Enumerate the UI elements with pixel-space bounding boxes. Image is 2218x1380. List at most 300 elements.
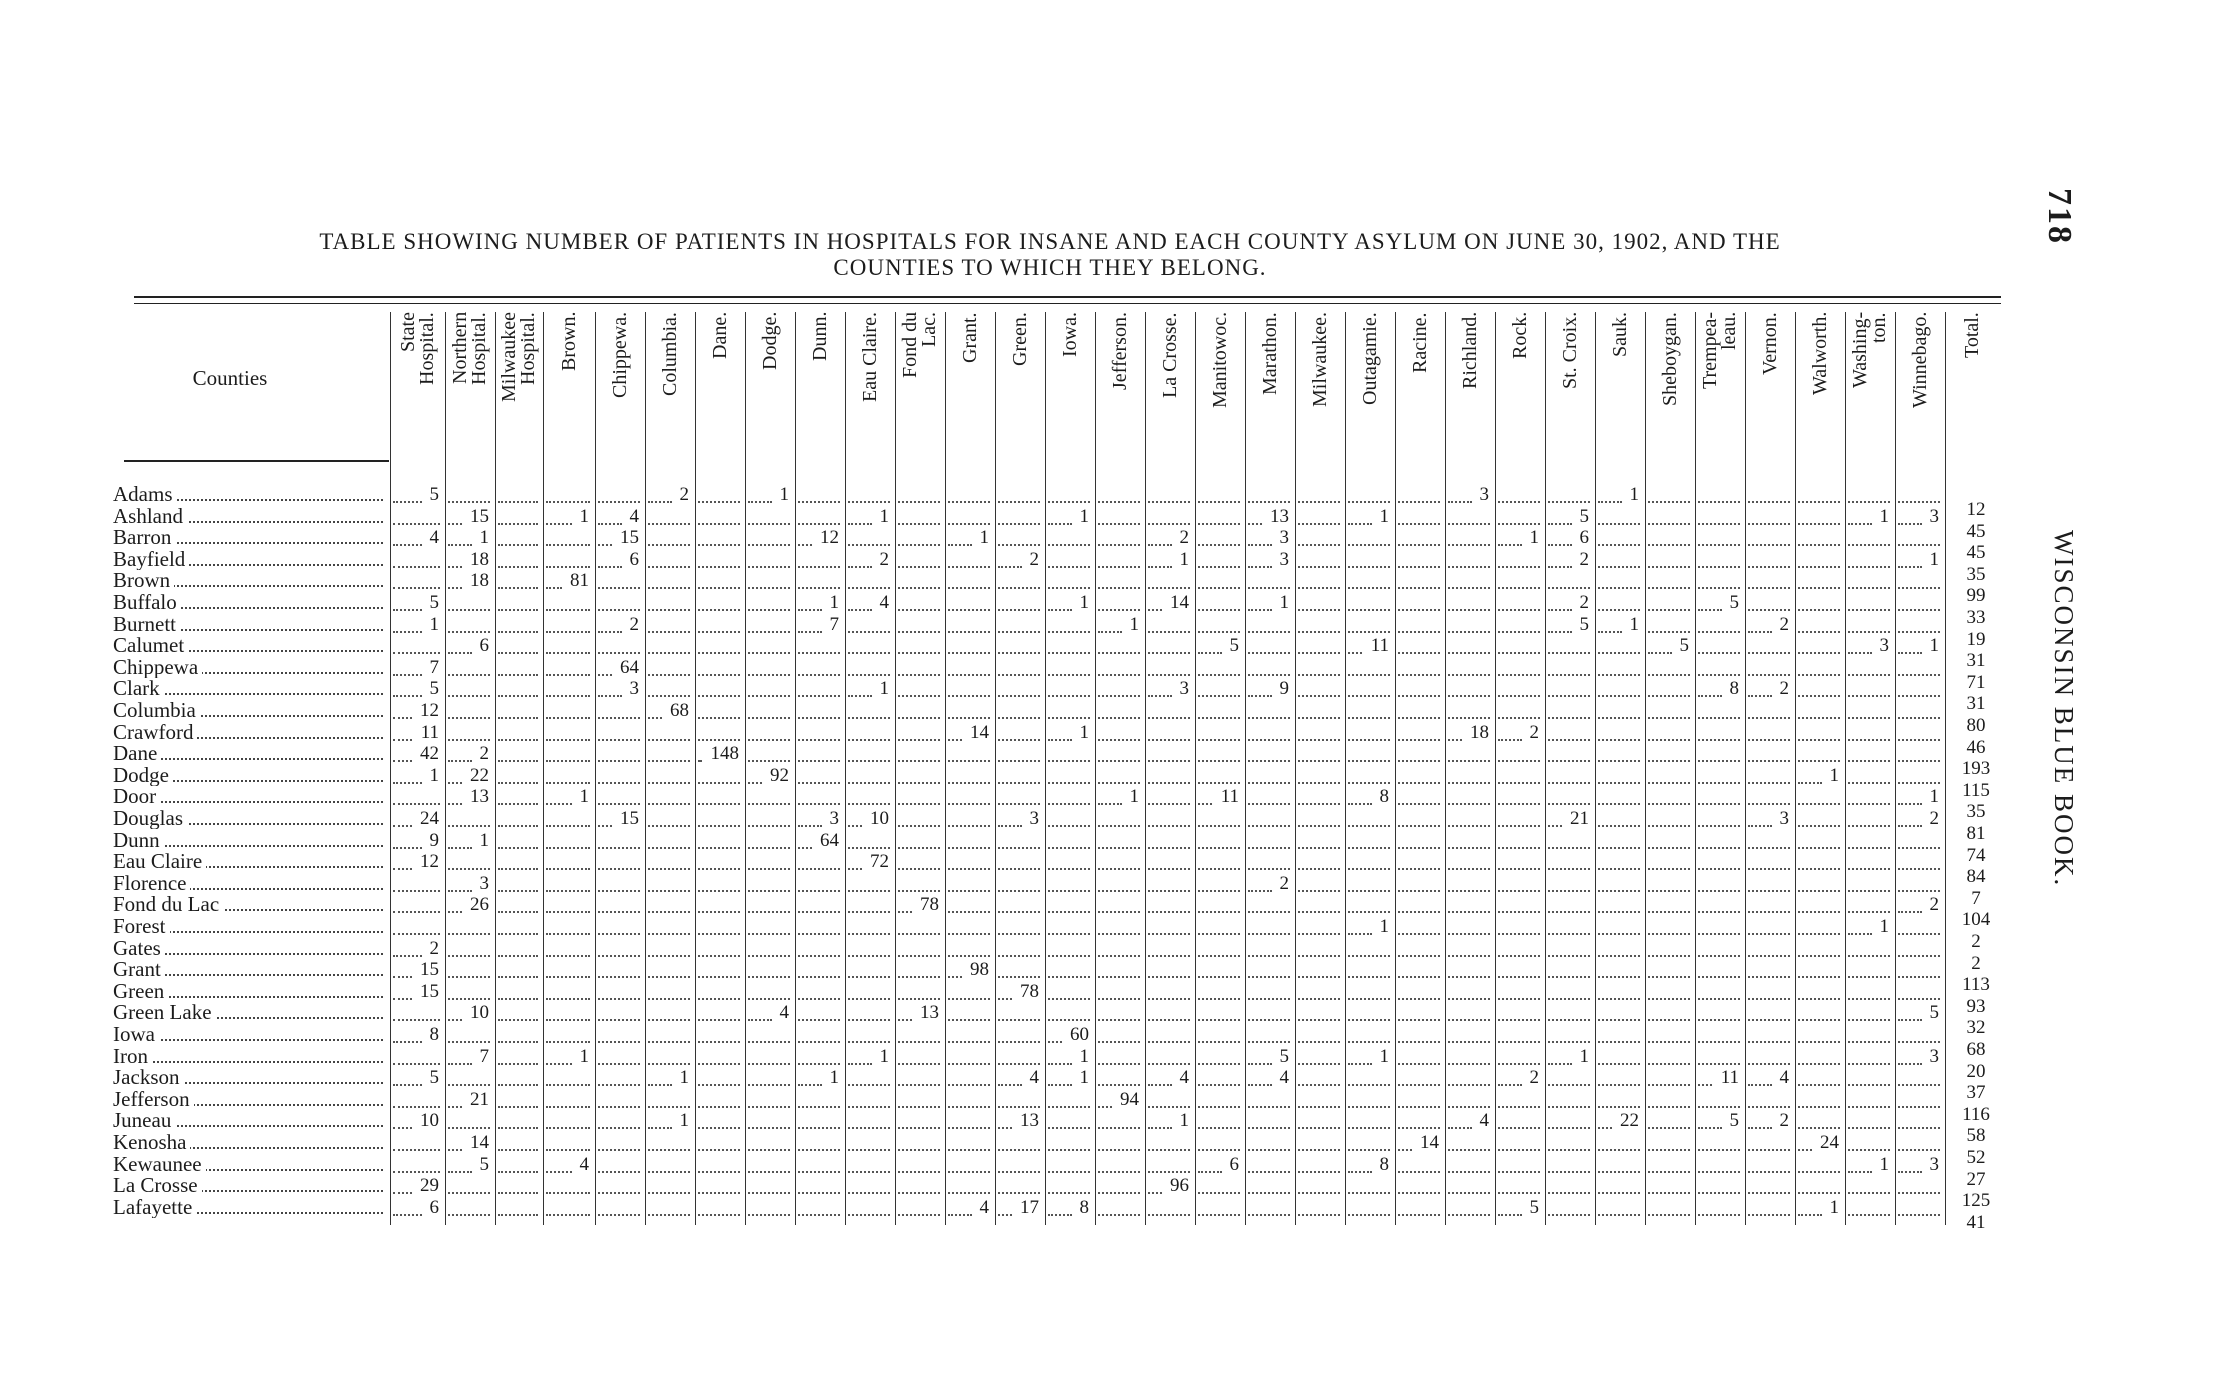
- cell-leader: [1548, 1149, 1590, 1151]
- cell-leader: [1748, 890, 1790, 892]
- cell-leader: [1748, 1106, 1790, 1108]
- table-cell: 14: [1170, 592, 1189, 613]
- cell-leader: [1448, 717, 1490, 719]
- cell-leader: [1748, 501, 1790, 503]
- cell-leader: [393, 1019, 440, 1021]
- cell-leader: [798, 652, 840, 654]
- cell-leader: [1398, 933, 1440, 935]
- cell-leader: [1248, 1084, 1272, 1086]
- cell-leader: [648, 695, 690, 697]
- cell-leader: [1298, 890, 1340, 892]
- cell-leader: [1098, 782, 1140, 784]
- cell-leader: [1448, 847, 1490, 849]
- cell-leader: [848, 523, 872, 525]
- cell-leader: [798, 1106, 840, 1108]
- table-cell: 1: [779, 484, 789, 505]
- cell-leader: [748, 544, 790, 546]
- cell-leader: [1898, 1214, 1940, 1216]
- cell-leader: [1748, 1171, 1790, 1173]
- cell-leader: [393, 847, 422, 849]
- table-cell: 26: [470, 894, 489, 916]
- cell-leader: [1348, 609, 1390, 611]
- cell-leader: [1548, 933, 1590, 935]
- cell-leader: [1898, 955, 1940, 957]
- cell-leader: [648, 933, 690, 935]
- cell-leader: [948, 1171, 990, 1173]
- cell-leader: [1198, 695, 1240, 697]
- cell-leader: [1298, 782, 1340, 784]
- cell-leader: [546, 847, 590, 849]
- cell-leader: [1398, 674, 1440, 676]
- cell-leader: [1598, 998, 1640, 1000]
- cell-leader: [798, 868, 840, 870]
- cell-leader: [1048, 739, 1072, 741]
- cell-leader: [1648, 890, 1690, 892]
- table-cell: 18: [470, 548, 489, 570]
- column-rule: [1895, 312, 1896, 1225]
- cell-leader: [898, 890, 940, 892]
- cell-leader: [898, 847, 940, 849]
- cell-leader: [498, 1106, 538, 1108]
- cell-leader: [1598, 1149, 1640, 1151]
- cell-leader: [1198, 1063, 1240, 1065]
- table-cell: 6: [1579, 527, 1589, 549]
- cell-leader: [598, 890, 640, 892]
- cell-leader: [393, 566, 440, 568]
- cell-leader: [648, 523, 690, 525]
- cell-leader: [1898, 1063, 1922, 1065]
- cell-leader: [1248, 955, 1290, 957]
- table-cell: 13: [1270, 505, 1289, 527]
- cell-leader: [1698, 825, 1740, 827]
- cell-leader: [848, 1041, 890, 1043]
- cell-leader: [1148, 847, 1190, 849]
- cell-leader: [1848, 1214, 1890, 1216]
- cell-leader: [848, 803, 890, 805]
- cell-leader: [748, 609, 790, 611]
- cell-leader: [948, 976, 962, 978]
- cell-leader: [1598, 609, 1640, 611]
- cell-leader: [998, 674, 1040, 676]
- table-cell: 1: [1079, 592, 1089, 613]
- county-name: Douglas: [113, 808, 187, 829]
- table-cell: 1: [1079, 1067, 1089, 1089]
- cell-leader: [1848, 911, 1890, 913]
- cell-leader: [1448, 955, 1490, 957]
- cell-leader: [1748, 955, 1790, 957]
- table-cell: 13: [470, 786, 489, 808]
- cell-leader: [1498, 1041, 1540, 1043]
- cell-leader: [698, 825, 740, 827]
- cell-leader: [1298, 1214, 1340, 1216]
- cell-leader: [546, 1171, 572, 1173]
- column-rule: [495, 312, 496, 1225]
- cell-leader: [393, 1106, 440, 1108]
- table-cell: 12: [820, 527, 839, 549]
- cell-leader: [1648, 544, 1690, 546]
- cell-leader: [1298, 739, 1340, 741]
- table-cell: 2: [1929, 894, 1939, 916]
- cell-leader: [1398, 868, 1440, 870]
- cell-leader: [1548, 674, 1590, 676]
- cell-leader: [1748, 933, 1790, 935]
- table-cell: 1: [429, 764, 439, 786]
- table-cell: 1: [1879, 1153, 1889, 1175]
- cell-leader: [1598, 695, 1640, 697]
- cell-leader: [798, 976, 840, 978]
- cell-leader: [1648, 911, 1690, 913]
- cell-leader: [1798, 1084, 1840, 1086]
- cell-leader: [598, 1192, 640, 1194]
- table-cell: 1: [479, 527, 489, 549]
- cell-leader: [546, 825, 590, 827]
- cell-leader: [698, 1019, 740, 1021]
- cell-leader: [798, 760, 840, 762]
- cell-leader: [1848, 803, 1890, 805]
- table-cell: 3: [1179, 678, 1189, 700]
- cell-leader: [1898, 1084, 1940, 1086]
- table-cell: 8: [429, 1024, 439, 1045]
- cell-leader: [948, 1041, 990, 1043]
- cell-leader: [798, 739, 840, 741]
- cell-leader: [1298, 609, 1340, 611]
- cell-leader: [748, 976, 790, 978]
- table-cell: 1: [1279, 592, 1289, 613]
- cell-leader: [898, 1149, 940, 1151]
- cell-leader: [1148, 739, 1190, 741]
- cell-leader: [1448, 1171, 1490, 1173]
- cell-leader: [1748, 674, 1790, 676]
- cell-leader: [1348, 739, 1390, 741]
- cell-leader: [1248, 1192, 1290, 1194]
- total-value: 27: [1966, 1168, 1986, 1190]
- cell-leader: [1598, 803, 1640, 805]
- cell-leader: [1498, 1106, 1540, 1108]
- cell-leader: [1148, 609, 1162, 611]
- cell-leader: [1248, 544, 1272, 546]
- cell-leader: [448, 933, 490, 935]
- cell-leader: [648, 890, 690, 892]
- cell-leader: [598, 933, 640, 935]
- table-cell: 1: [479, 829, 489, 851]
- table-cell: 1: [1179, 548, 1189, 570]
- cell-leader: [498, 847, 538, 849]
- county-label: [113, 506, 383, 527]
- county-name: Forest: [113, 916, 170, 937]
- cell-leader: [1898, 566, 1922, 568]
- cell-leader: [1698, 717, 1740, 719]
- cell-leader: [546, 1063, 572, 1065]
- table-cell: 1: [829, 1067, 839, 1089]
- table-cell: 3: [479, 872, 489, 894]
- cell-leader: [1098, 609, 1140, 611]
- cell-leader: [1148, 911, 1190, 913]
- county-name: Dodge: [113, 765, 173, 786]
- cell-leader: [1498, 1192, 1540, 1194]
- cell-leader: [1148, 1171, 1190, 1173]
- cell-leader: [1848, 955, 1890, 957]
- cell-leader: [1798, 1149, 1812, 1151]
- table-cell: 24: [420, 808, 439, 829]
- cell-leader: [1898, 760, 1940, 762]
- cell-leader: [1098, 825, 1140, 827]
- table-cell: 4: [879, 592, 889, 613]
- county-label: [113, 657, 383, 678]
- cell-leader: [1248, 609, 1272, 611]
- table-cell: 94: [1120, 1088, 1139, 1110]
- cell-leader: [1698, 1063, 1740, 1065]
- cell-leader: [1298, 631, 1340, 633]
- cell-leader: [848, 847, 890, 849]
- cell-leader: [898, 523, 940, 525]
- cell-leader: [1648, 1214, 1690, 1216]
- cell-leader: [998, 911, 1040, 913]
- cell-leader: [546, 587, 562, 589]
- cell-leader: [998, 739, 1040, 741]
- column-header-19: Outagamie.: [1358, 312, 1381, 405]
- cell-leader: [1548, 1019, 1590, 1021]
- cell-leader: [798, 1084, 822, 1086]
- cell-leader: [1548, 609, 1572, 611]
- table-cell: 1: [1379, 505, 1389, 527]
- table-cell: 3: [1929, 1045, 1939, 1067]
- cell-leader: [648, 674, 690, 676]
- cell-leader: [1398, 544, 1440, 546]
- county-label: [113, 851, 383, 872]
- cell-leader: [1348, 825, 1390, 827]
- cell-leader: [1698, 523, 1740, 525]
- cell-leader: [1398, 890, 1440, 892]
- table-cell: 12: [420, 851, 439, 873]
- cell-leader: [448, 631, 490, 633]
- cell-leader: [1898, 1041, 1940, 1043]
- cell-leader: [648, 566, 690, 568]
- cell-leader: [448, 1127, 490, 1129]
- county-label: [113, 938, 383, 959]
- cell-leader: [1148, 1149, 1190, 1151]
- county-name: Bayfield: [113, 549, 189, 570]
- cell-leader: [1298, 1063, 1340, 1065]
- table-cell: 1: [1879, 916, 1889, 937]
- table-cell: 2: [1279, 872, 1289, 894]
- county-name: Florence: [113, 873, 190, 894]
- cell-leader: [748, 587, 790, 589]
- column-rule: [1395, 312, 1396, 1225]
- cell-leader: [1098, 695, 1140, 697]
- cell-leader: [598, 847, 640, 849]
- county-label: [113, 1024, 383, 1045]
- table-cell: 15: [420, 959, 439, 981]
- cell-leader: [448, 760, 472, 762]
- cell-leader: [546, 760, 590, 762]
- cell-leader: [898, 674, 940, 676]
- cell-leader: [393, 1149, 440, 1151]
- cell-leader: [1298, 1106, 1340, 1108]
- cell-leader: [1098, 587, 1140, 589]
- table-cell: 78: [920, 894, 939, 916]
- cell-leader: [1348, 631, 1390, 633]
- table-cell: 3: [829, 808, 839, 829]
- cell-leader: [1248, 847, 1290, 849]
- cell-leader: [1548, 1063, 1572, 1065]
- cell-leader: [998, 803, 1040, 805]
- table-cell: 18: [470, 570, 489, 592]
- cell-leader: [1398, 955, 1440, 957]
- cell-leader: [698, 1127, 740, 1129]
- cell-leader: [1198, 890, 1240, 892]
- cell-leader: [648, 911, 690, 913]
- cell-leader: [1048, 1084, 1072, 1086]
- cell-leader: [1198, 782, 1240, 784]
- cell-leader: [1298, 1041, 1340, 1043]
- cell-leader: [798, 998, 840, 1000]
- cell-leader: [1348, 544, 1390, 546]
- cell-leader: [748, 1063, 790, 1065]
- cell-leader: [698, 760, 702, 762]
- table-cell: 42: [420, 743, 439, 765]
- cell-leader: [1298, 674, 1340, 676]
- cell-leader: [1048, 544, 1090, 546]
- cell-leader: [848, 890, 890, 892]
- cell-leader: [1548, 523, 1572, 525]
- cell-leader: [1498, 587, 1540, 589]
- total-value: 37: [1966, 1082, 1986, 1104]
- cell-leader: [1798, 1127, 1840, 1129]
- cell-leader: [648, 868, 690, 870]
- table-cell: 1: [579, 505, 589, 527]
- cell-leader: [1298, 847, 1340, 849]
- cell-leader: [448, 1084, 490, 1086]
- cell-leader: [498, 501, 538, 503]
- cell-leader: [1498, 847, 1540, 849]
- cell-leader: [898, 911, 912, 913]
- table-cell: 3: [1279, 527, 1289, 549]
- cell-leader: [1798, 695, 1840, 697]
- cell-leader: [393, 803, 440, 805]
- cell-leader: [1348, 1192, 1390, 1194]
- cell-leader: [1448, 652, 1490, 654]
- cell-leader: [1848, 1041, 1890, 1043]
- cell-leader: [1598, 739, 1640, 741]
- table-cell: 14: [470, 1132, 489, 1153]
- county-name: Clark: [113, 678, 164, 699]
- cell-leader: [748, 1149, 790, 1151]
- cell-leader: [948, 868, 990, 870]
- cell-leader: [393, 782, 422, 784]
- county-name: Dane: [113, 743, 161, 764]
- cell-leader: [1248, 1127, 1290, 1129]
- cell-leader: [1048, 1041, 1062, 1043]
- cell-leader: [1148, 544, 1172, 546]
- cell-leader: [1448, 739, 1462, 741]
- cell-leader: [748, 674, 790, 676]
- cell-leader: [1498, 998, 1540, 1000]
- cell-leader: [498, 825, 538, 827]
- cell-leader: [1698, 1149, 1740, 1151]
- cell-leader: [1348, 847, 1390, 849]
- cell-leader: [546, 652, 590, 654]
- cell-leader: [1748, 631, 1772, 633]
- cell-leader: [748, 631, 790, 633]
- cell-leader: [898, 1214, 940, 1216]
- cell-leader: [1348, 1019, 1390, 1021]
- cell-leader: [1098, 566, 1140, 568]
- cell-leader: [1698, 739, 1740, 741]
- cell-leader: [698, 1063, 740, 1065]
- cell-leader: [848, 976, 890, 978]
- cell-leader: [998, 587, 1040, 589]
- cell-leader: [1098, 1084, 1140, 1086]
- cell-leader: [1648, 998, 1690, 1000]
- table-cell: 3: [1779, 808, 1789, 829]
- cell-leader: [748, 825, 790, 827]
- cell-leader: [748, 1214, 790, 1216]
- table-cell: 2: [1179, 527, 1189, 549]
- table-cell: 68: [670, 700, 689, 721]
- cell-leader: [1398, 1084, 1440, 1086]
- cell-leader: [898, 652, 940, 654]
- table-cell: 1: [1829, 764, 1839, 786]
- cell-leader: [1048, 825, 1090, 827]
- cell-leader: [1498, 652, 1540, 654]
- cell-leader: [1598, 1084, 1640, 1086]
- cell-leader: [1198, 1019, 1240, 1021]
- column-header-0: State Hospital.: [396, 312, 438, 385]
- cell-leader: [1498, 782, 1540, 784]
- cell-leader: [448, 1214, 490, 1216]
- cell-leader: [1798, 782, 1822, 784]
- cell-leader: [1698, 609, 1722, 611]
- table-cell: 1: [579, 786, 589, 808]
- cell-leader: [1248, 760, 1290, 762]
- column-rule: [1195, 312, 1196, 1225]
- cell-leader: [798, 1192, 840, 1194]
- cell-leader: [1498, 760, 1540, 762]
- cell-leader: [1098, 501, 1140, 503]
- cell-leader: [1448, 695, 1490, 697]
- cell-leader: [1098, 1149, 1140, 1151]
- cell-leader: [598, 1149, 640, 1151]
- column-rule: [1095, 312, 1096, 1225]
- cell-leader: [1048, 652, 1090, 654]
- column-rule: [1295, 312, 1296, 1225]
- county-label: [113, 1132, 383, 1153]
- cell-leader: [1848, 566, 1890, 568]
- total-value: 33: [1966, 607, 1986, 628]
- county-name: Kewaunee: [113, 1154, 206, 1175]
- cell-leader: [546, 911, 590, 913]
- cell-leader: [1648, 760, 1690, 762]
- column-header-21: Richland.: [1458, 312, 1481, 390]
- cell-leader: [1848, 717, 1890, 719]
- cell-leader: [1398, 1192, 1440, 1194]
- cell-leader: [698, 566, 740, 568]
- table-cell: 11: [1220, 786, 1239, 808]
- cell-leader: [546, 523, 572, 525]
- cell-leader: [1498, 868, 1540, 870]
- cell-leader: [1348, 760, 1390, 762]
- cell-leader: [1848, 523, 1872, 525]
- cell-leader: [1548, 868, 1590, 870]
- cell-leader: [1698, 695, 1722, 697]
- cell-leader: [948, 847, 990, 849]
- cell-leader: [1848, 760, 1890, 762]
- cell-leader: [1498, 1084, 1522, 1086]
- cell-leader: [748, 501, 772, 503]
- table-cell: 1: [829, 592, 839, 613]
- county-name: Fond du Lac: [113, 894, 223, 915]
- cell-leader: [1098, 1063, 1140, 1065]
